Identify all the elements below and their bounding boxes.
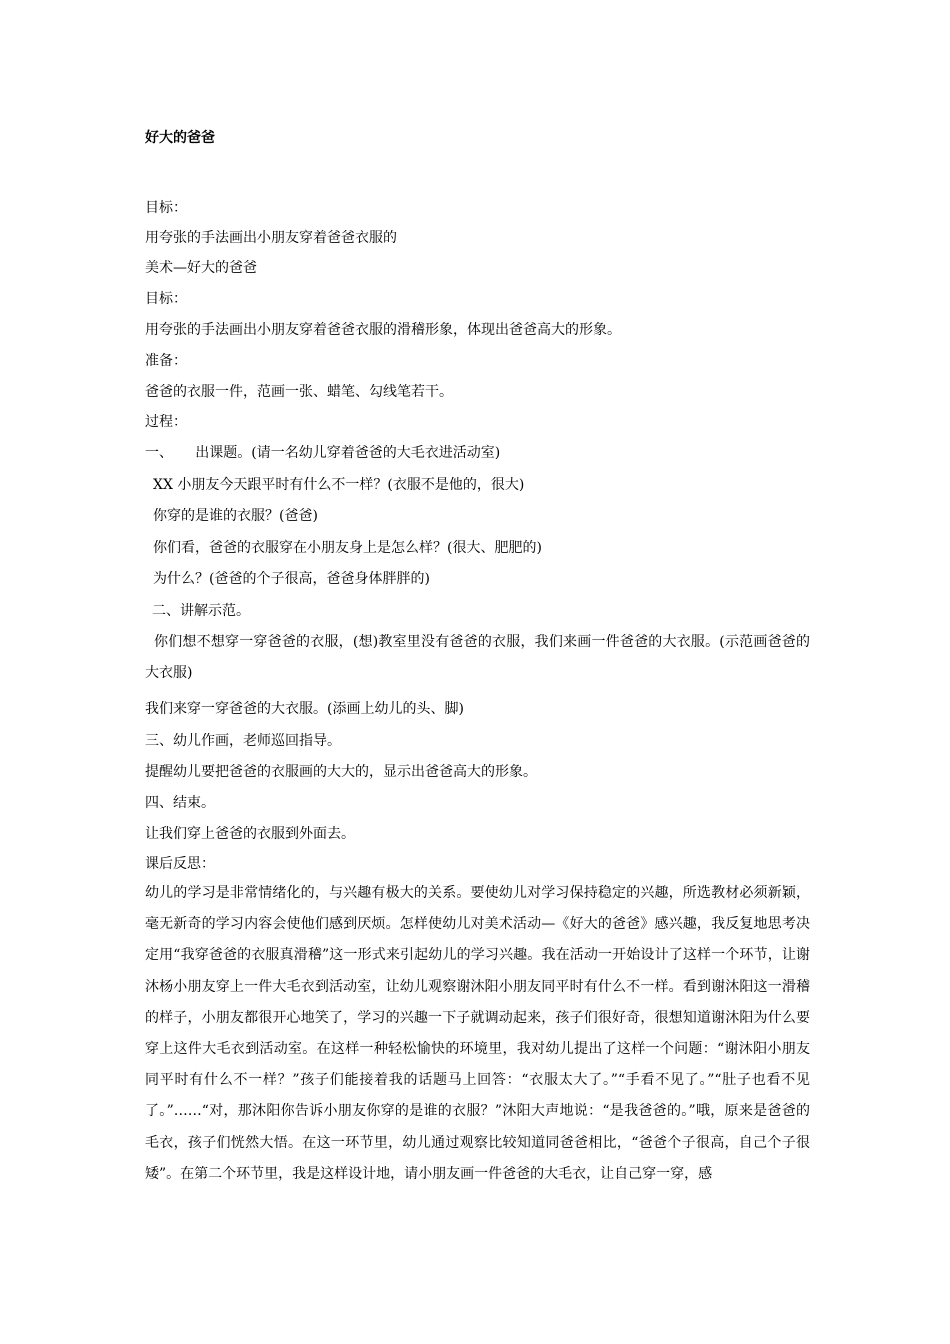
demo-followup: 我们来穿一穿爸爸的大衣服。(添画上幼儿的头、脚) — [145, 701, 464, 717]
step-four-heading: 四、结束。 — [145, 795, 215, 811]
goal-label-2: 目标： — [145, 291, 187, 307]
step-one-heading: 一、 出课题。(请一名幼儿穿着爸爸的大毛衣进活动室) — [145, 445, 501, 461]
dialogue-line: XX 小朋友今天跟平时有什么不一样？(衣服不是他的，很大) — [153, 477, 525, 493]
process-label: 过程： — [145, 414, 187, 430]
dialogue-line: 为什么？(爸爸的个子很高，爸爸身体胖胖的) — [153, 571, 430, 587]
goal-label: 目标： — [145, 200, 187, 216]
preparation-label: 准备： — [145, 353, 187, 369]
step-four-text: 让我们穿上爸爸的衣服到外面去。 — [145, 826, 355, 842]
demo-paragraph: 你们想不想穿一穿爸爸的衣服，(想)教室里没有爸爸的衣服，我们来画一件爸爸的大衣服。(示范画爸爸的大衣服) — [145, 634, 810, 682]
document-title: 好大的爸爸 — [145, 130, 215, 146]
preparation-text: 爸爸的衣服一件，范画一张、蜡笔、勾线笔若干。 — [145, 384, 453, 400]
goal-text-short: 用夸张的手法画出小朋友穿着爸爸衣服的 — [145, 230, 397, 246]
reflection-paragraph: 幼儿的学习是非常情绪化的，与兴趣有极大的关系。要使幼儿对学习保持稳定的兴趣，所选教材必须新颖，毫无新奇的学习内容会使他们感到厌烦。怎样使幼儿对美术活动—《好大的爸爸》感兴趣，我反复地思考决定用“我穿爸爸的衣服真滑稽”这一形式来引起幼儿的学习兴趣。我在活动一开始设计了这样一个环节，让谢沐杨小朋友穿上一件大毛衣到活动室，让幼儿观察谢沐阳小朋友同平时有什么不一样。看到谢沐阳这一滑稽的样子，小朋友都很开心地笑了，学习的兴趣一下子就调动起来，孩子们很好奇，很想知道谢沐阳为什么要穿上这件大毛衣到活动室。在这样一种轻松愉快的环境里，我对幼儿提出了这样一个问题：“谢沐阳小朋友同平时有什么不一样？”孩子们能接着我的话题马上回答：“衣服太大了。”“手看不见了。”“肚子也看不见了。”……“对，那沐阳你告诉小朋友你穿的是谁的衣服？”沐阳大声地说：“是我爸爸的。”哦，原来是爸爸的毛衣，孩子们恍然大悟。在这一环节里，幼儿通过观察比较知道同爸爸相比，“爸爸个子很高，自己个子很矮”。在第二个环节里，我是这样设计地，请小朋友画一件爸爸的大毛衣，让自己穿一穿，感 — [145, 885, 810, 1182]
step-three-text: 提醒幼儿要把爸爸的衣服画的大大的，显示出爸爸高大的形象。 — [145, 764, 537, 780]
dialogue-line: 你们看，爸爸的衣服穿在小朋友身上是怎么样？(很大、肥肥的) — [153, 540, 542, 556]
step-three-heading: 三、幼儿作画，老师巡回指导。 — [145, 733, 341, 749]
goal-text: 用夸张的手法画出小朋友穿着爸爸衣服的滑稽形象，体现出爸爸高大的形象。 — [145, 322, 621, 338]
subtitle-line: 美术—好大的爸爸 — [145, 260, 257, 276]
reflection-label: 课后反思： — [145, 856, 215, 872]
dialogue-line: 你穿的是谁的衣服？(爸爸) — [153, 508, 318, 524]
step-two-heading: 二、讲解示范。 — [152, 603, 250, 619]
